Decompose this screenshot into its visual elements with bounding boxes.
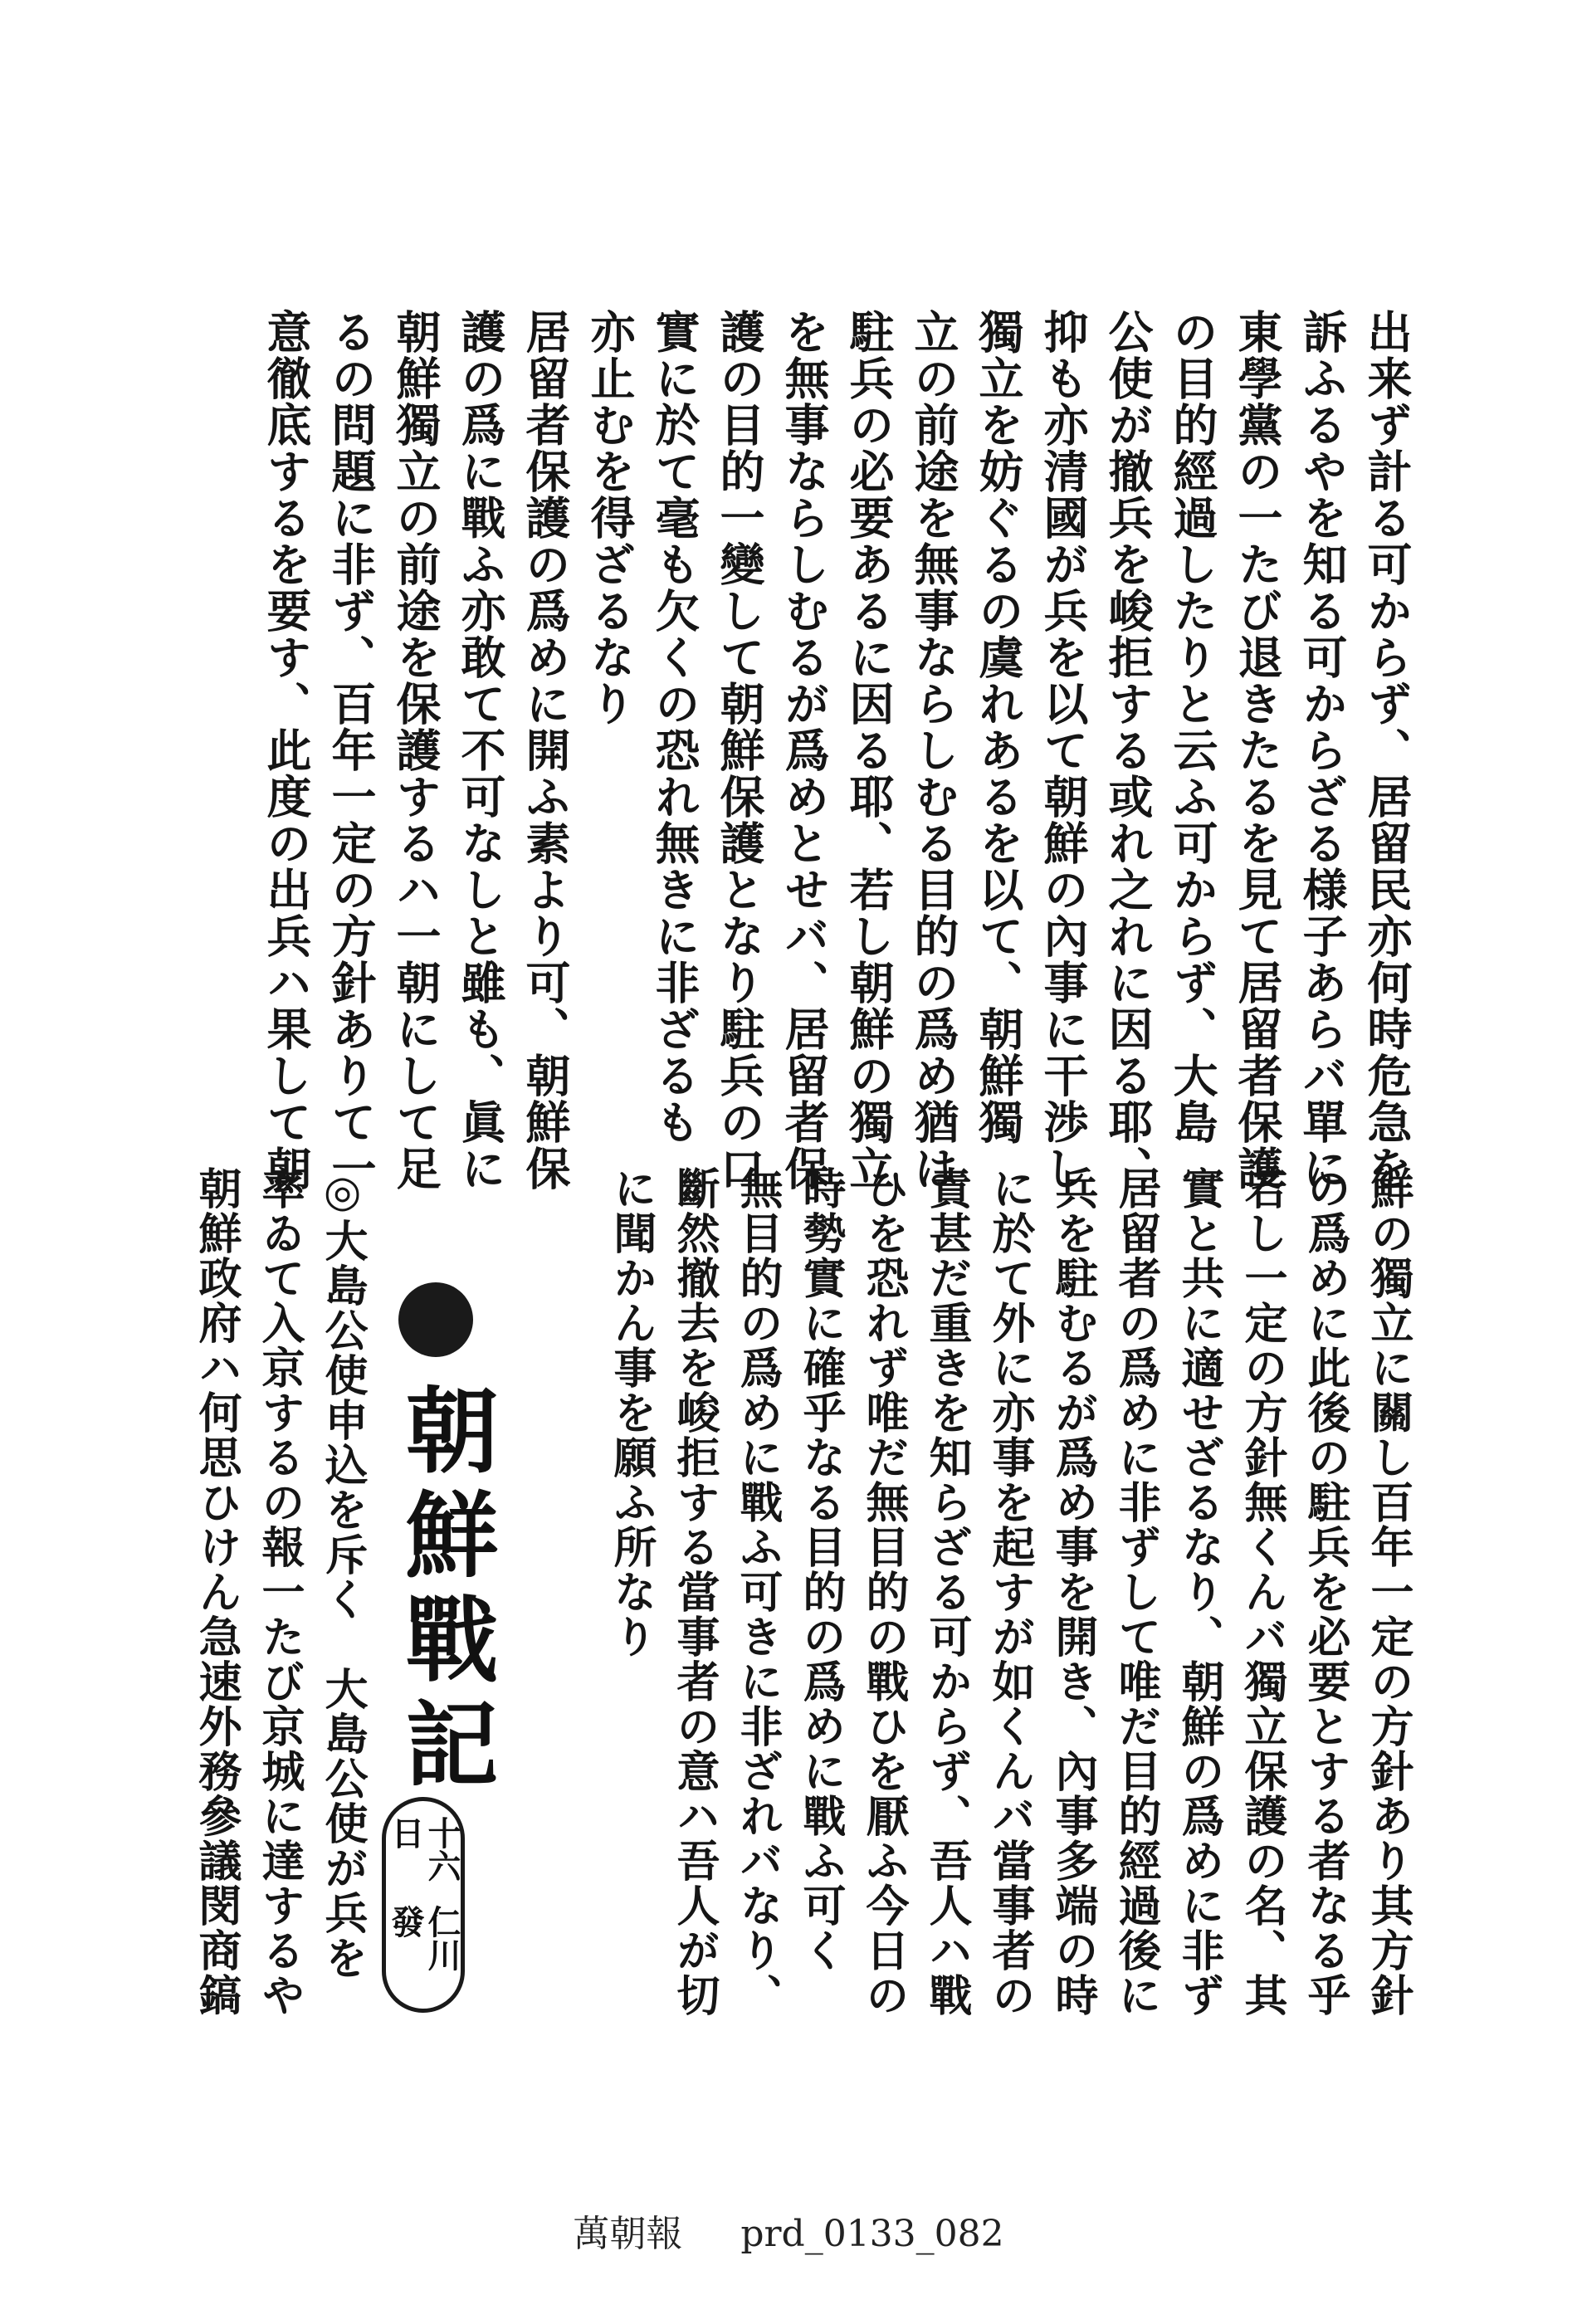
text-column: 獨立を妨ぐるの虞れあるを以て、朝鮮獨 xyxy=(972,309,1025,1145)
text-column: 訴ふるやを知る可からざる様子あらバ單に xyxy=(1296,309,1349,1192)
editorial-text-lower-right xyxy=(606,1166,1419,2034)
text-column: 若し一定の方針無くんバ獨立保護の名、其 xyxy=(1237,1166,1287,2018)
editorial-text-top xyxy=(158,309,1419,1192)
page-footer xyxy=(0,2204,1577,2257)
text-column: 護の爲に戰ふ亦敢て不可なしと雖も、眞に xyxy=(454,309,507,1192)
text-column: 意徹底するを要す、此度の出兵ハ果して朝 xyxy=(260,309,313,1192)
text-column: 護の目的一變して朝鮮保護となり駐兵の口 xyxy=(713,309,766,1192)
subtitle-origin: 仁川發 xyxy=(386,1905,461,1971)
text-column: 居留者保護の爲めに開ふ素より可、朝鮮保 xyxy=(519,309,572,1192)
text-column: 居留者の爲めに非ずして唯だ目的經過後に xyxy=(1111,1166,1161,2018)
text-column: 抑も亦清國が兵を以て朝鮮の內事に干渉し xyxy=(1037,309,1090,1192)
text-column: 鮮の獨立に關し百年一定の方針あり其方針 xyxy=(1363,1166,1413,2018)
text-column: に聞かん事を願ふ所なり xyxy=(606,1166,657,1659)
text-column: の爲めに此後の駐兵を必要とする者なる乎 xyxy=(1300,1166,1350,2018)
text-column: 率ゐて入京するの報一たび京城に達するや xyxy=(254,1166,305,2018)
text-column: 時勢實に確乎なる目的の爲めに戰ふ可く xyxy=(795,1166,846,1973)
text-column: 責甚だ重きを知らざる可からず、吾人ハ戰 xyxy=(921,1166,972,2018)
text-column: の目的經過したりと云ふ可からず、大島 xyxy=(1166,309,1219,1145)
text-column: 斷然撤去を峻拒する當事者の意ハ吾人が切 xyxy=(669,1166,720,2018)
text-column: 亦止むを得ざるなり xyxy=(583,309,637,727)
text-column: 無目的の爲めに戰ふ可きに非ざれバなり、 xyxy=(732,1166,783,2018)
text-column: るの問題に非ず、百年一定の方針ありて一 xyxy=(325,309,378,1192)
article-text-lower-left xyxy=(166,1166,374,2034)
text-column: 朝鮮政府ハ何思ひけん急速外務參議閔商鎬 xyxy=(191,1166,242,2018)
headline-subtitle xyxy=(382,1797,465,2013)
text-column: 立の前途を無事ならしむる目的の爲め猶は xyxy=(907,309,960,1192)
headline-title: 朝鮮戰記 xyxy=(390,1382,499,1800)
text-column: に於て外に亦事を起すが如くんバ當事者の xyxy=(984,1166,1035,2018)
text-column: 駐兵の必要あるに因る耶、若し朝鮮の獨立 xyxy=(842,309,896,1192)
publication-name: 萬朝報 xyxy=(573,2213,683,2255)
text-column: を無事ならしむるが爲めとせバ、居留者保 xyxy=(778,309,831,1192)
page-identifier: prd_0133_082 xyxy=(740,2213,1004,2255)
text-column: 出来ず計る可からず、居留民亦何時危急を xyxy=(1360,309,1413,1192)
text-column: 兵を駐むるが爲め事を開き、內事多端の時 xyxy=(1047,1166,1098,2018)
text-column: 實と共に適せざるなり、朝鮮の爲めに非ず xyxy=(1174,1166,1224,2018)
text-column: 實に於て毫も欠くの恐れ無きに非ざるも xyxy=(648,309,701,1145)
text-column: 朝鮮獨立の前途を保護するハ一朝にして足 xyxy=(389,309,442,1192)
text-column: 東學黨の一たび退きたるを見て居留者保護 xyxy=(1231,309,1284,1192)
text-column: ◎大島公使申込を斥く 大島公使が兵を xyxy=(317,1166,368,1980)
text-column: ひを恐れず唯だ無目的の戰ひを厭ふ今日の xyxy=(858,1166,909,2018)
text-column: 公使が撤兵を峻拒する或れ之れに因る耶、 xyxy=(1101,309,1155,1192)
headline-bullet-icon xyxy=(398,1282,473,1357)
subtitle-date: 十六日 xyxy=(386,1816,461,1882)
